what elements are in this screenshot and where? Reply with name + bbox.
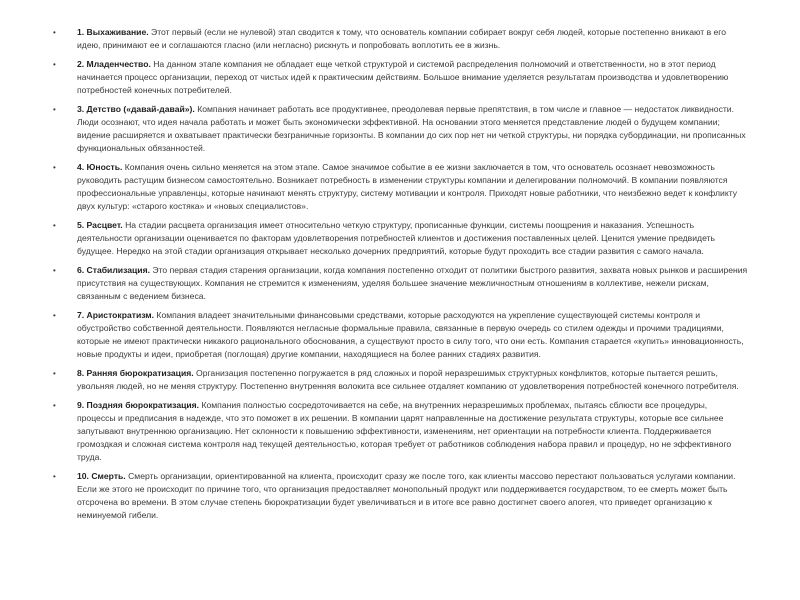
list-item (0, 103, 800, 155)
stages-list (0, 26, 800, 528)
list-item (0, 309, 800, 361)
stage-description: На данном этапе компания не обладает еще четкой структурой и системой распределения полномочий и ответственности, но в этот период начинается процесс организации, переход от чистых идей к практическим действиям. Большое внимание уделяется результатам производства и удовлетворению потребностей конечных потребителей. (77, 59, 729, 95)
list-item (0, 470, 800, 522)
stage-description: Компания владеет значительными финансовыми средствами, которые расходуются на укрепление существующей системы контроля и обустройство собственной деятельности. Появляются негласные формальные правила, связанные в первую очередь со стилем одежды и прочими традициями, которые не имеют практически никакого рационального обоснования, а существуют просто в силу того, что они есть. Компания старается «купить» инновационность, новые продукты и идеи, приобретая (поглощая) другие компании, находящиеся на более ранних стадиях развития. (77, 310, 744, 359)
stage-description: Этот первый (если не нулевой) этап сводится к тому, что основатель компании собирает вокруг себя людей, которые постепенно вникают в его идею, принимают ее и соглашаются гласно (или негласно) рискнуть и попробовать воплотить ее в жизнь. (77, 27, 727, 50)
stage-description: Компания начинает работать все продуктивнее, преодолевая первые препятствия, в том числе и главное — недостаток ликвидности. Люди осознают, что идея начала работать и может быть экономически эффективной. На основании этого меняется представление людей о будущем компании; видение расширяется и охватывает практически безграничные горизонты. В компании до сих пор нет ни четкой структуры, ни порядка субординации, ни прописанных функциональных обязанностей. (77, 104, 746, 153)
stage-description: Это первая стадия старения организации, когда компания постепенно отходит от политики быстрого развития, захвата новых рынков и расширения присутствия на существующих. Компания не стремится к изменениям, уделяя большее значение межличностным отношениям в коллективе, нежели рискам, связанным с ведением бизнеса. (77, 265, 748, 301)
bullet-icon: • (53, 60, 56, 69)
list-item (0, 58, 800, 97)
stage-title: 2. Младенчество. (77, 59, 151, 69)
list-item (0, 399, 800, 464)
stage-title: 10. Смерть. (77, 471, 126, 481)
stage-title: 1. Выхаживание. (77, 27, 149, 37)
bullet-icon: • (53, 311, 56, 320)
stage-title: 3. Детство («давай-давай»). (77, 104, 195, 114)
bullet-icon: • (53, 401, 56, 410)
stage-title: 8. Ранняя бюрократизация. (77, 368, 194, 378)
bullet-icon: • (53, 221, 56, 230)
list-item (0, 26, 800, 52)
stage-title: 5. Расцвет. (77, 220, 123, 230)
bullet-icon: • (53, 472, 56, 481)
bullet-icon: • (53, 369, 56, 378)
bullet-icon: • (53, 163, 56, 172)
stage-description: Организация постепенно погружается в ряд сложных и порой неразрешимых структурных конфликтов, которые пытается решить, увольняя людей, но не меняя структуру. Постепенно внутренняя волокита все сильнее отдаляет компанию от удовлетворения потребностей конечного потребителя. (77, 368, 739, 391)
stage-title: 6. Стабилизация. (77, 265, 150, 275)
list-item (0, 161, 800, 213)
list-item (0, 367, 800, 393)
bullet-icon: • (53, 28, 56, 37)
stage-description: Компания полностью сосредоточивается на себе, на внутренних неразрешимых проблемах, пытаясь сблюсти все процедуры, процессы и предписания в надежде, что это поможет в их решении. В компании царят направленные на достижение результата структуры, которые все сильнее запутывают внутреннюю организацию. Нет склонности к повышению эффективности, изменениям, нет ориентации на потребности клиента. Поддерживается громоздкая и сложная система контроля над текущей деятельностью, которая требует от работников соблюдения набора правил и процедур, но не эффективного труда. (77, 400, 732, 462)
bullet-icon: • (53, 105, 56, 114)
list-item (0, 264, 800, 303)
stage-description: На стадии расцвета организация имеет относительно четкую структуру, прописанные функции, системы поощрения и наказания. Успешность деятельности организации оценивается по факторам удовлетворения потребностей клиентов и достижения поставленных целей. Ценится умение предвидеть будущее. Нередко на этой стадии организация открывает несколько дочерних предприятий, которые будут проходить все стадии развития с самого начала. (77, 220, 715, 256)
stage-description: Смерть организации, ориентированной на клиента, происходит сразу же после того, как клиенты массово перестают пользоваться услугами компании. Если же этого не происходит по причине того, что организация предоставляет монопольный продукт или поддерживается государством, то ее смерть может быть отсрочена во времени. В этом случае степень бюрократизации будет увеличиваться и в итоге все равно достигнет своего апогея, что приведет организацию к неминуемой гибели. (77, 471, 736, 520)
stage-title: 7. Аристократизм. (77, 310, 155, 320)
list-item (0, 219, 800, 258)
bullet-icon: • (53, 266, 56, 275)
stage-title: 4. Юность. (77, 162, 123, 172)
stage-description: Компания очень сильно меняется на этом этапе. Самое значимое событие в ее жизни заключается в том, что основатель осознает невозможность руководить растущим бизнесом самостоятельно. Возникает потребность в изменении структуры компании и делегировании полномочий. В компании появляются профессиональные управленцы, которые начинают менять структуру, систему мотивации и контроля. Приходят новые работники, что неизбежно ведет к конфликту двух культур: «старого костяка» и «новых специалистов». (77, 162, 738, 211)
stage-title: 9. Поздняя бюрократизация. (77, 400, 200, 410)
